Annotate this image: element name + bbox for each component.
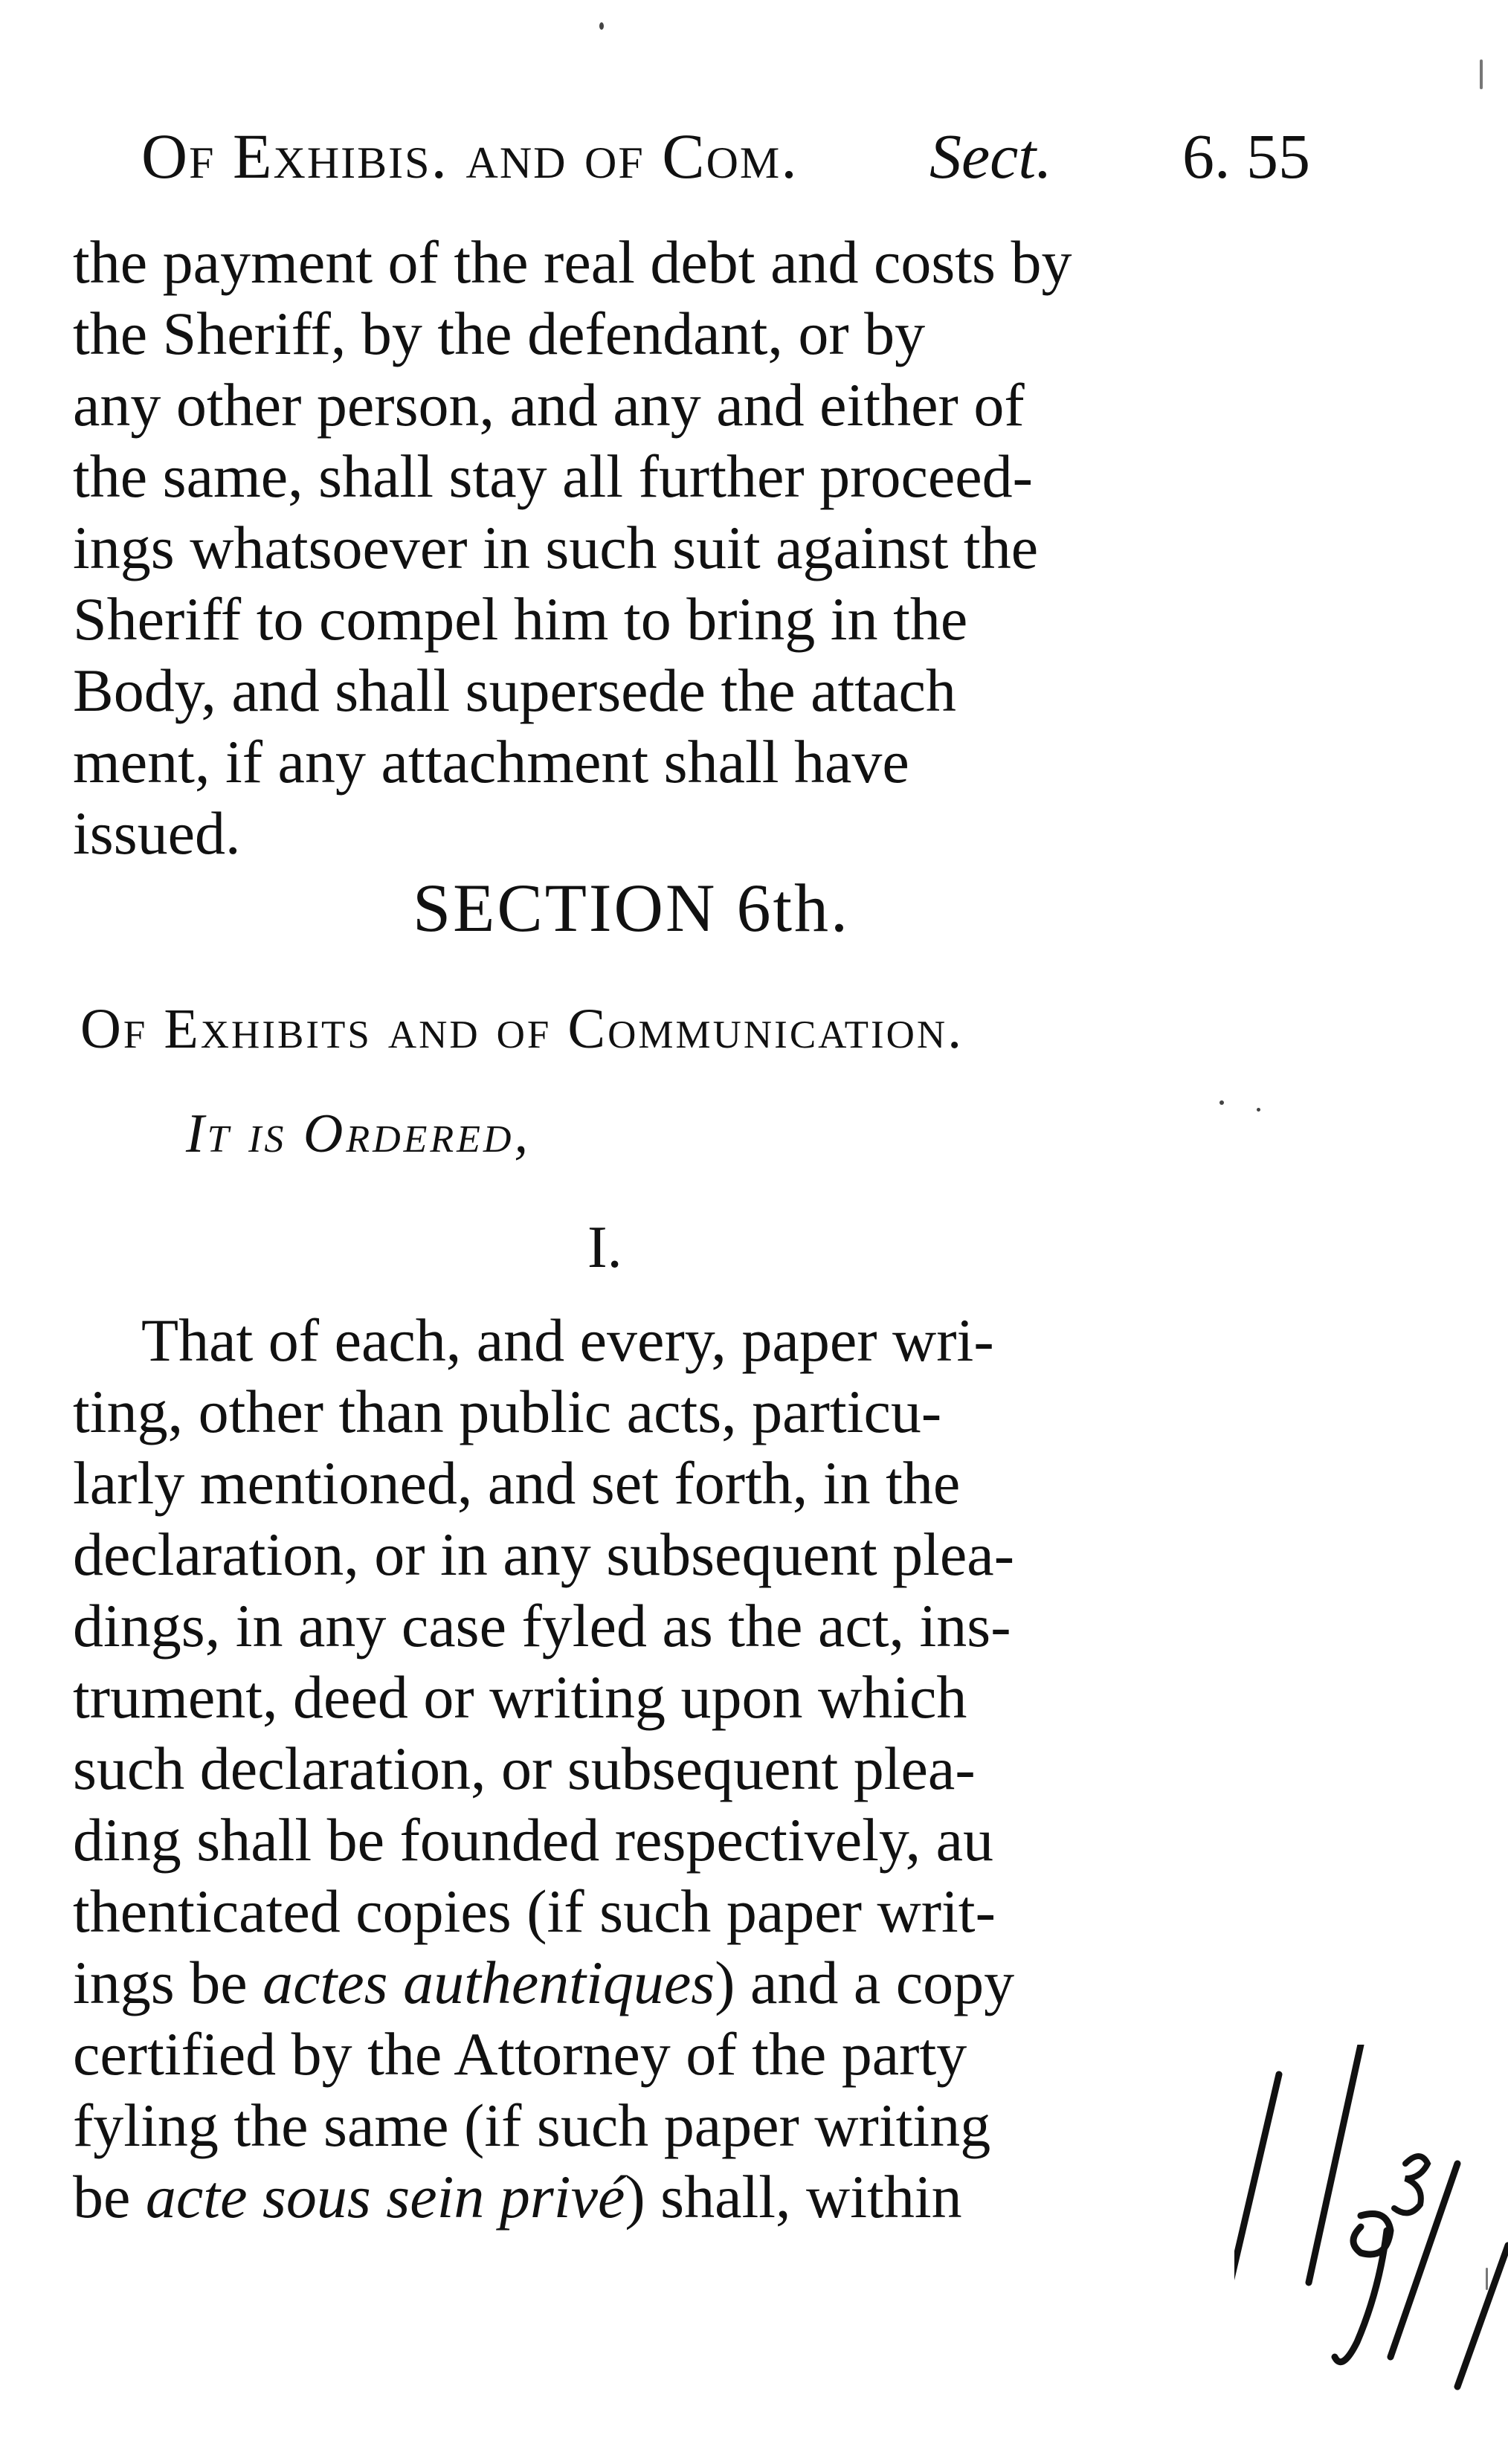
text-line: larly mentioned, and set forth, in the (73, 1449, 961, 1517)
text-line (73, 1949, 1015, 2016)
italic-phrase: acte sous sein privé (145, 2163, 625, 2231)
text-line: Sheriff to compel him to bring in the (73, 585, 968, 653)
text-line: ding shall be founded respectively, au (73, 1806, 993, 1874)
text-line: ting, other than public acts, particu- (73, 1378, 942, 1445)
text-line: the same, shall stay all further proceed- (73, 442, 1033, 510)
text-line: the payment of the real debt and costs by (73, 228, 1072, 296)
handwritten-mark (1234, 2045, 1508, 2439)
section-heading: SECTION 6th. (413, 870, 850, 946)
text-line: dings, in any case fyled as the act, ins- (73, 1592, 1011, 1660)
text-line: issued. (73, 799, 241, 867)
text-line: That of each, and every, paper wri- (141, 1306, 994, 1374)
text-run: ) shall, within (625, 2163, 962, 2231)
section-subtitle: Of Exhibits and of Communication. (80, 998, 964, 1060)
text-line: thenticated copies (if such paper writ- (73, 1877, 996, 1945)
text-line: trument, deed or writing upon which (73, 1663, 967, 1731)
scan-speck (1257, 1108, 1260, 1112)
text-run: ) and a copy (715, 1949, 1015, 2016)
scan-speck (1480, 59, 1483, 89)
text-line: Body, and shall supersede the attach (73, 657, 956, 724)
text-line: fyling the same (if such paper writing (73, 2092, 991, 2159)
running-header (141, 112, 1310, 201)
text-line: the Sheriff, by the defendant, or by (73, 300, 926, 367)
text-line: certified by the Attorney of the party (73, 2020, 967, 2088)
article-number: I. (587, 1215, 622, 1280)
text-line: such declaration, or subsequent plea- (73, 1735, 976, 1802)
text-line (73, 2163, 962, 2231)
ordered-heading: It is Ordered, (186, 1103, 531, 1164)
text-line: declaration, or in any subsequent plea- (73, 1520, 1014, 1588)
text-line: any other person, and any and either of (73, 371, 1025, 439)
text-line: ings whatsoever in such suit against the (73, 514, 1039, 581)
text-run: ings be (73, 1949, 263, 2016)
scan-speck (599, 22, 604, 30)
scan-speck (1219, 1100, 1224, 1105)
scan-speck (1486, 2268, 1488, 2290)
header-section-ref: Sect. (929, 120, 1052, 192)
header-title: Of Exhibis. and of Com. (141, 120, 799, 192)
header-page-number: 6. 55 (1182, 120, 1310, 192)
text-line: ment, if any attachment shall have (73, 728, 909, 796)
italic-phrase: actes authentiques (262, 1949, 715, 2016)
text-run: be (73, 2163, 146, 2231)
